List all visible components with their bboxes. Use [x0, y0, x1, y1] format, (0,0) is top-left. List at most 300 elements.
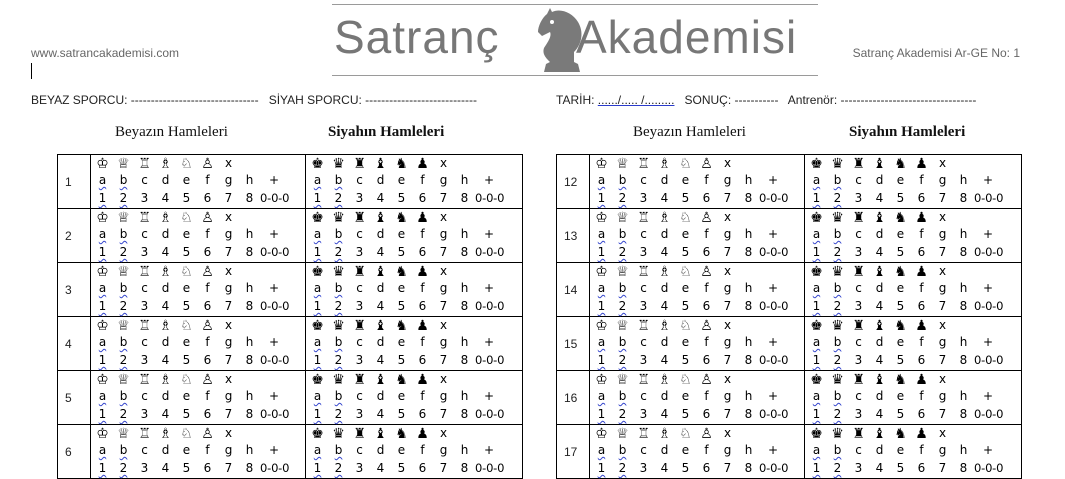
rank-label: 5: [896, 407, 905, 421]
white-king-icon: ♔: [96, 372, 109, 388]
black-pawn-icon: ♟: [915, 426, 928, 442]
rank-label: 4: [660, 353, 669, 367]
black-bishop-icon: ♝: [374, 156, 387, 172]
white-bishop-icon: ♗: [159, 210, 172, 226]
white-move-cell[interactable]: [590, 425, 804, 477]
white-pawn-icon: ♙: [201, 372, 214, 388]
black-move-td[interactable]: [805, 209, 1022, 263]
rank-label: 8: [959, 353, 968, 367]
file-label: e: [397, 173, 406, 187]
file-label: e: [182, 281, 191, 295]
white-knight-icon: ♘: [679, 156, 692, 172]
white-queen-icon: ♕: [117, 210, 130, 226]
black-rook-icon: ♜: [852, 372, 865, 388]
black-move-td[interactable]: [306, 263, 523, 317]
date-label: TARİH:: [556, 93, 598, 107]
player-info: [31, 93, 477, 107]
black-move-cell[interactable]: [306, 155, 522, 207]
move-number: 16: [557, 371, 590, 425]
rank-label: 3: [639, 461, 648, 475]
rank-label: 5: [397, 407, 406, 421]
file-label: f: [205, 443, 210, 457]
long-castle-mark: 0-0-0: [974, 245, 1004, 259]
rank-label: 7: [938, 353, 947, 367]
white-bishop-icon: ♗: [159, 318, 172, 334]
file-label: a: [597, 173, 606, 187]
file-label: e: [896, 443, 905, 457]
rank-label: 6: [702, 353, 711, 367]
black-move-td[interactable]: [306, 425, 523, 479]
file-label: g: [224, 389, 233, 403]
black-capture-mark: x: [938, 426, 947, 440]
file-label: b: [334, 335, 343, 349]
rank-label: 3: [639, 353, 648, 367]
rank-label: 4: [161, 191, 170, 205]
white-king-icon: ♔: [595, 318, 608, 334]
empty-slot: [475, 317, 503, 334]
black-queen-icon: ♛: [332, 264, 345, 280]
rank-label: 3: [355, 461, 364, 475]
logo-line-top: [332, 4, 818, 5]
file-label: b: [833, 227, 842, 241]
rank-label: 2: [618, 245, 627, 259]
white-move-cell[interactable]: [91, 263, 305, 315]
rank-label: 8: [460, 191, 469, 205]
black-pawn-icon: ♟: [915, 372, 928, 388]
long-castle-mark: 0-0-0: [759, 461, 789, 475]
black-move-cell[interactable]: [805, 371, 1021, 423]
rank-label: 5: [681, 461, 690, 475]
black-queen-icon: ♛: [831, 372, 844, 388]
long-castle-mark: 0-0-0: [260, 245, 290, 259]
file-label: d: [161, 281, 170, 295]
black-move-td[interactable]: [306, 155, 523, 209]
black-king-icon: ♚: [311, 426, 324, 442]
file-label: a: [98, 227, 107, 241]
file-label: e: [397, 335, 406, 349]
black-rook-icon: ♜: [353, 372, 366, 388]
long-castle-mark: 0-0-0: [475, 299, 505, 313]
rank-label: 5: [397, 245, 406, 259]
white-king-icon: ♔: [96, 318, 109, 334]
white-move-cell[interactable]: [590, 263, 804, 315]
rank-label: 7: [439, 299, 448, 313]
black-move-cell[interactable]: [306, 209, 522, 261]
rank-label: 4: [161, 461, 170, 475]
check-mark: +: [982, 389, 994, 403]
file-label: h: [245, 281, 254, 295]
rank-label: 8: [245, 407, 254, 421]
black-move-cell[interactable]: [306, 371, 522, 423]
black-move-cell[interactable]: [805, 209, 1021, 261]
black-knight-icon: ♞: [395, 156, 408, 172]
file-label: g: [439, 335, 448, 349]
file-label: d: [161, 173, 170, 187]
white-rook-icon: ♖: [637, 210, 650, 226]
file-label: a: [313, 389, 322, 403]
black-move-td[interactable]: [805, 371, 1022, 425]
file-label: f: [704, 335, 709, 349]
rank-label: 8: [744, 353, 753, 367]
black-rook-icon: ♜: [852, 156, 865, 172]
empty-slot: [475, 209, 503, 226]
logo: [332, 4, 818, 76]
white-move-cell[interactable]: [590, 209, 804, 261]
white-king-icon: ♔: [96, 426, 109, 442]
white-move-cell[interactable]: [91, 425, 305, 477]
black-knight-icon: ♞: [894, 372, 907, 388]
empty-slot: [475, 371, 503, 388]
white-move-td[interactable]: [91, 263, 306, 317]
white-move-cell[interactable]: [91, 317, 305, 369]
white-move-cell[interactable]: [590, 317, 804, 369]
file-label: h: [959, 443, 968, 457]
rank-label: 8: [460, 299, 469, 313]
file-label: a: [98, 335, 107, 349]
rank-label: 5: [896, 353, 905, 367]
rank-label: 2: [833, 353, 842, 367]
file-label: c: [855, 227, 862, 241]
file-label: g: [224, 443, 233, 457]
black-knight-icon: ♞: [395, 210, 408, 226]
white-king-icon: ♔: [595, 210, 608, 226]
black-pawn-icon: ♟: [416, 264, 429, 280]
black-bishop-icon: ♝: [873, 426, 886, 442]
move-row: [58, 155, 523, 209]
white-rook-icon: ♖: [138, 156, 151, 172]
rank-label: 2: [833, 407, 842, 421]
black-capture-mark: x: [439, 264, 448, 278]
white-queen-icon: ♕: [616, 264, 629, 280]
result-field[interactable]: SONUÇ: -----------: [684, 93, 779, 107]
file-label: d: [376, 443, 385, 457]
rank-label: 3: [639, 407, 648, 421]
file-label: e: [896, 281, 905, 295]
white-knight-icon: ♘: [180, 210, 193, 226]
white-capture-mark: x: [723, 156, 732, 170]
rank-label: 4: [161, 245, 170, 259]
black-rook-icon: ♜: [353, 210, 366, 226]
white-pawn-icon: ♙: [201, 426, 214, 442]
long-castle-mark: 0-0-0: [475, 245, 505, 259]
black-rook-icon: ♜: [353, 264, 366, 280]
file-label: b: [334, 227, 343, 241]
white-move-cell[interactable]: [590, 155, 804, 207]
rank-label: 7: [723, 299, 732, 313]
rank-label: 7: [723, 353, 732, 367]
black-pawn-icon: ♟: [416, 318, 429, 334]
file-label: h: [744, 281, 753, 295]
black-capture-mark: x: [439, 318, 448, 332]
black-move-td[interactable]: [805, 263, 1022, 317]
rank-label: 8: [744, 407, 753, 421]
long-castle-mark: 0-0-0: [475, 353, 505, 367]
rank-label: 2: [618, 191, 627, 205]
file-label: g: [723, 281, 732, 295]
rank-label: 8: [959, 407, 968, 421]
document-code: Satranç Akademisi Ar-GE No: 1: [852, 46, 1020, 60]
white-knight-icon: ♘: [679, 210, 692, 226]
rank-label: 1: [98, 191, 107, 205]
check-mark: +: [268, 173, 280, 187]
rank-label: 7: [723, 245, 732, 259]
black-move-td[interactable]: [306, 317, 523, 371]
white-move-td[interactable]: [590, 155, 805, 209]
file-label: d: [161, 227, 170, 241]
check-mark: +: [982, 173, 994, 187]
file-label: c: [141, 389, 148, 403]
white-rook-icon: ♖: [637, 156, 650, 172]
file-label: a: [98, 173, 107, 187]
rank-label: 2: [334, 245, 343, 259]
rank-label: 8: [959, 461, 968, 475]
black-player-field[interactable]: SİYAH SPORCU: ----------------------------: [268, 93, 478, 107]
file-label: h: [460, 281, 469, 295]
white-player-field[interactable]: BEYAZ SPORCU: --------------------------------: [31, 93, 259, 107]
white-knight-icon: ♘: [679, 372, 692, 388]
white-queen-icon: ♕: [616, 372, 629, 388]
rank-label: 3: [355, 353, 364, 367]
rank-label: 1: [597, 245, 606, 259]
rank-label: 1: [313, 461, 322, 475]
move-row: [557, 371, 1022, 425]
file-label: b: [119, 227, 128, 241]
file-label: d: [376, 227, 385, 241]
file-label: e: [681, 389, 690, 403]
white-move-td[interactable]: [590, 425, 805, 479]
file-label: c: [855, 389, 862, 403]
rank-label: 8: [460, 353, 469, 367]
white-knight-icon: ♘: [180, 426, 193, 442]
white-moves-heading: Beyazın Hamleleri: [115, 124, 228, 140]
rank-label: 1: [812, 461, 821, 475]
empty-slot: [953, 317, 974, 334]
white-move-td[interactable]: [590, 371, 805, 425]
black-rook-icon: ♜: [852, 426, 865, 442]
black-capture-mark: x: [439, 426, 448, 440]
black-move-cell[interactable]: [805, 263, 1021, 315]
move-row: [58, 425, 523, 479]
black-king-icon: ♚: [810, 372, 823, 388]
check-mark: +: [268, 389, 280, 403]
white-move-td[interactable]: [91, 371, 306, 425]
white-move-cell[interactable]: [91, 371, 305, 423]
long-castle-mark: 0-0-0: [260, 353, 290, 367]
file-label: c: [141, 335, 148, 349]
black-pawn-icon: ♟: [915, 156, 928, 172]
white-move-td[interactable]: [590, 317, 805, 371]
white-move-td[interactable]: [590, 209, 805, 263]
file-label: g: [938, 173, 947, 187]
file-label: e: [182, 173, 191, 187]
white-knight-icon: ♘: [180, 156, 193, 172]
black-knight-icon: ♞: [395, 426, 408, 442]
move-number: 2: [58, 209, 91, 263]
black-move-td[interactable]: [805, 317, 1022, 371]
rank-label: 8: [245, 245, 254, 259]
white-move-td[interactable]: [91, 155, 306, 209]
white-bishop-icon: ♗: [658, 156, 671, 172]
rank-label: 8: [744, 461, 753, 475]
empty-slot: [738, 209, 759, 226]
long-castle-mark: 0-0-0: [759, 299, 789, 313]
black-move-td[interactable]: [306, 209, 523, 263]
rank-label: 7: [224, 245, 233, 259]
check-mark: +: [483, 281, 495, 295]
white-move-cell[interactable]: [590, 371, 804, 423]
rank-label: 3: [639, 245, 648, 259]
rank-label: 3: [140, 461, 149, 475]
black-knight-icon: ♞: [395, 372, 408, 388]
rank-label: 2: [119, 353, 128, 367]
rank-label: 6: [203, 299, 212, 313]
rank-label: 8: [959, 191, 968, 205]
rank-label: 1: [313, 407, 322, 421]
check-mark: +: [767, 389, 779, 403]
rank-label: 1: [98, 299, 107, 313]
black-move-cell[interactable]: [306, 317, 522, 369]
rank-label: 2: [119, 299, 128, 313]
black-move-cell[interactable]: [306, 425, 522, 477]
white-move-cell[interactable]: [91, 209, 305, 261]
check-mark: +: [767, 443, 779, 457]
white-king-icon: ♔: [595, 156, 608, 172]
black-bishop-icon: ♝: [873, 372, 886, 388]
black-move-td[interactable]: [805, 425, 1022, 479]
move-number: 12: [557, 155, 590, 209]
black-rook-icon: ♜: [852, 264, 865, 280]
coach-field[interactable]: Antrenör: ----------------------------------: [787, 93, 977, 107]
file-label: e: [681, 443, 690, 457]
empty-slot: [953, 263, 974, 280]
black-move-cell[interactable]: [306, 263, 522, 315]
file-label: h: [245, 227, 254, 241]
move-number: 13: [557, 209, 590, 263]
rank-label: 2: [833, 245, 842, 259]
file-label: f: [420, 173, 425, 187]
file-label: f: [205, 227, 210, 241]
file-label: c: [141, 173, 148, 187]
check-mark: +: [483, 173, 495, 187]
file-label: h: [460, 335, 469, 349]
rank-label: 1: [812, 407, 821, 421]
check-mark: +: [767, 227, 779, 241]
empty-slot: [738, 371, 759, 388]
file-label: b: [119, 389, 128, 403]
file-label: f: [919, 335, 924, 349]
rank-label: 4: [660, 461, 669, 475]
black-move-cell[interactable]: [805, 317, 1021, 369]
file-label: g: [723, 443, 732, 457]
white-move-td[interactable]: [91, 209, 306, 263]
rank-label: 4: [875, 461, 884, 475]
black-bishop-icon: ♝: [873, 210, 886, 226]
black-king-icon: ♚: [311, 372, 324, 388]
rank-label: 3: [355, 299, 364, 313]
white-move-td[interactable]: [590, 263, 805, 317]
black-move-td[interactable]: [306, 371, 523, 425]
file-label: f: [420, 389, 425, 403]
rank-label: 7: [723, 407, 732, 421]
white-king-icon: ♔: [96, 264, 109, 280]
rank-label: 2: [334, 407, 343, 421]
rank-label: 2: [618, 461, 627, 475]
black-king-icon: ♚: [311, 318, 324, 334]
file-label: a: [98, 443, 107, 457]
file-label: h: [460, 227, 469, 241]
white-move-cell[interactable]: [91, 155, 305, 207]
file-label: e: [182, 389, 191, 403]
empty-slot: [475, 155, 503, 172]
file-label: g: [224, 281, 233, 295]
rank-label: 5: [397, 461, 406, 475]
white-queen-icon: ♕: [117, 264, 130, 280]
black-move-cell[interactable]: [805, 155, 1021, 207]
file-label: a: [313, 443, 322, 457]
rank-label: 4: [376, 407, 385, 421]
white-rook-icon: ♖: [138, 264, 151, 280]
file-label: e: [182, 227, 191, 241]
long-castle-mark: 0-0-0: [475, 407, 505, 421]
file-label: c: [356, 389, 363, 403]
black-king-icon: ♚: [311, 210, 324, 226]
white-bishop-icon: ♗: [658, 210, 671, 226]
empty-slot: [953, 155, 974, 172]
file-label: d: [875, 281, 884, 295]
rank-label: 3: [854, 353, 863, 367]
file-label: e: [397, 227, 406, 241]
white-bishop-icon: ♗: [159, 372, 172, 388]
rank-label: 5: [681, 353, 690, 367]
file-label: g: [938, 443, 947, 457]
rank-label: 4: [376, 245, 385, 259]
rank-label: 2: [833, 461, 842, 475]
file-label: b: [833, 443, 842, 457]
white-move-td[interactable]: [91, 425, 306, 479]
file-label: c: [640, 389, 647, 403]
file-label: h: [959, 173, 968, 187]
black-capture-mark: x: [938, 372, 947, 386]
empty-slot: [974, 209, 1002, 226]
white-pawn-icon: ♙: [700, 318, 713, 334]
file-label: b: [618, 443, 627, 457]
black-knight-icon: ♞: [894, 210, 907, 226]
white-queen-icon: ♕: [616, 318, 629, 334]
file-label: h: [959, 281, 968, 295]
file-label: h: [744, 389, 753, 403]
long-castle-mark: 0-0-0: [974, 191, 1004, 205]
file-label: d: [161, 389, 170, 403]
white-capture-mark: x: [723, 210, 732, 224]
file-label: e: [896, 389, 905, 403]
black-pawn-icon: ♟: [416, 210, 429, 226]
file-label: d: [161, 443, 170, 457]
black-move-cell[interactable]: [805, 425, 1021, 477]
file-label: a: [597, 389, 606, 403]
rank-label: 3: [140, 407, 149, 421]
date-field[interactable]: ....../..... /.........: [597, 93, 675, 107]
rank-label: 4: [161, 407, 170, 421]
white-capture-mark: x: [723, 318, 732, 332]
rank-label: 8: [744, 245, 753, 259]
rank-label: 7: [938, 245, 947, 259]
white-king-icon: ♔: [96, 156, 109, 172]
file-label: h: [460, 389, 469, 403]
black-move-td[interactable]: [805, 155, 1022, 209]
empty-slot: [454, 263, 475, 280]
white-move-td[interactable]: [91, 317, 306, 371]
file-label: c: [356, 281, 363, 295]
